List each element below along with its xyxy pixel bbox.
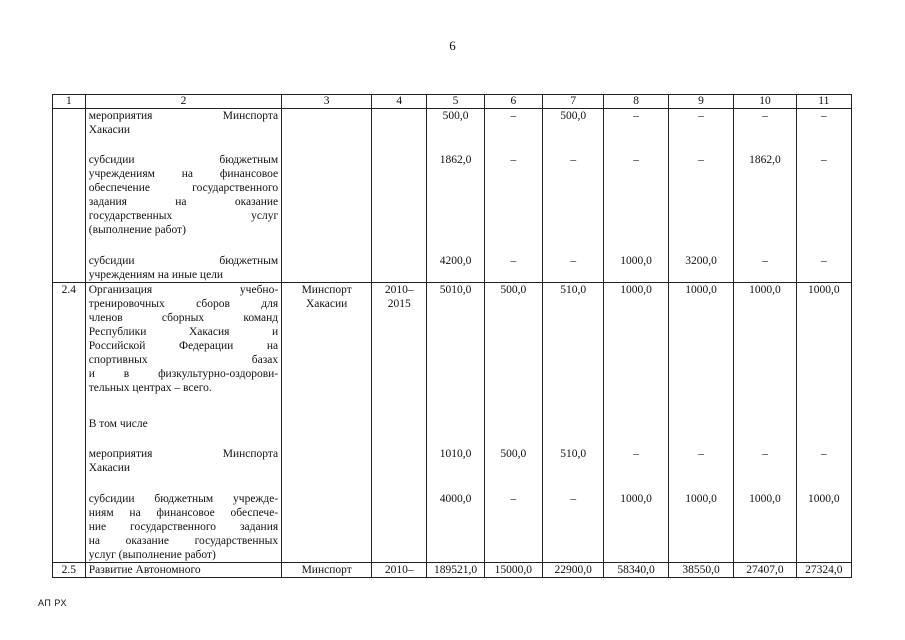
- column-header: 10: [734, 95, 796, 109]
- value-cell: –: [604, 109, 668, 153]
- description-line: ние государственного задания: [88, 520, 279, 533]
- row-organization: [282, 562, 372, 577]
- value-cell: –: [543, 254, 604, 283]
- row-period: [372, 562, 427, 577]
- value-cell: 58340,0: [604, 562, 668, 577]
- value-cell: –: [734, 254, 796, 283]
- period-line: 2010–: [384, 284, 414, 296]
- row-description: [85, 109, 281, 153]
- value-cell: –: [796, 447, 851, 492]
- description-line: спортивных базах: [88, 354, 279, 366]
- column-header: 2: [85, 95, 281, 109]
- value-cell: 189521,0: [427, 562, 484, 577]
- description-line: Развитие Автономного: [88, 563, 201, 576]
- value-cell: –: [484, 153, 542, 254]
- row-period: [372, 283, 427, 417]
- description-line: тельных центрах – всего.: [88, 382, 212, 394]
- value-cell: 27407,0: [734, 562, 796, 577]
- description-line: мероприятия Минспорта: [88, 447, 279, 460]
- column-header: 8: [604, 95, 668, 109]
- value-cell: –: [484, 492, 542, 563]
- description-line: на оказание государственных: [88, 534, 279, 547]
- description-line: обеспечение государственного: [88, 181, 279, 194]
- row-organization: [282, 109, 372, 153]
- value-cell: –: [734, 447, 796, 492]
- archive-stamp: АП РХ: [38, 598, 67, 608]
- value-cell: –: [734, 109, 796, 153]
- value-cell: 1000,0: [796, 492, 851, 563]
- row-description: [85, 283, 281, 417]
- value-cell: 15000,0: [484, 562, 542, 577]
- row-organization: [282, 254, 372, 283]
- value-cell: 4200,0: [427, 254, 484, 283]
- row-number: [53, 492, 86, 563]
- value-cell: [604, 417, 668, 447]
- organization-line: Минспорт: [301, 284, 352, 296]
- table-body: [53, 109, 852, 578]
- value-cell: 1000,0: [604, 283, 668, 417]
- description-line: Хакасии: [88, 124, 131, 136]
- row-number: [53, 417, 86, 447]
- value-cell: –: [796, 109, 851, 153]
- description-line: задания на оказание: [88, 195, 279, 208]
- value-cell: –: [543, 492, 604, 563]
- row-period: [372, 447, 427, 492]
- value-cell: 27324,0: [796, 562, 851, 577]
- description-line: мероприятия Минспорта: [88, 110, 279, 122]
- value-cell: 1010,0: [427, 447, 484, 492]
- row-description: [85, 254, 281, 283]
- organization-line: Хакасии: [305, 298, 348, 310]
- value-cell: 4000,0: [427, 492, 484, 563]
- column-header: 11: [796, 95, 851, 109]
- value-cell: –: [668, 109, 733, 153]
- row-period: [372, 417, 427, 447]
- column-header: 6: [484, 95, 542, 109]
- value-cell: 1000,0: [796, 283, 851, 417]
- row-number: [53, 153, 86, 254]
- value-cell: –: [543, 153, 604, 254]
- row-organization: [282, 492, 372, 563]
- value-cell: 500,0: [484, 447, 542, 492]
- value-cell: 500,0: [427, 109, 484, 153]
- row-period: [372, 153, 427, 254]
- description-line: Организация учебно-: [88, 284, 279, 296]
- value-cell: 38550,0: [668, 562, 733, 577]
- table-row: [53, 417, 852, 447]
- row-description: [85, 153, 281, 254]
- table-row: [53, 562, 852, 577]
- row-organization: [282, 283, 372, 417]
- period-line: 2015: [387, 298, 411, 310]
- value-cell: 500,0: [543, 109, 604, 153]
- table-row: [53, 153, 852, 254]
- row-period: [372, 254, 427, 283]
- column-header: 4: [372, 95, 427, 109]
- description-line: Хакасии: [88, 461, 131, 474]
- table-row: [53, 109, 852, 153]
- column-header: 7: [543, 95, 604, 109]
- value-cell: –: [484, 109, 542, 153]
- value-cell: –: [796, 254, 851, 283]
- table-row: [53, 492, 852, 563]
- row-number: [53, 254, 86, 283]
- description-line: (выполнение работ): [88, 223, 186, 236]
- value-cell: 1000,0: [604, 492, 668, 563]
- description-line: учреждениям на иные цели: [88, 268, 224, 281]
- row-period: [372, 109, 427, 153]
- value-cell: –: [796, 153, 851, 254]
- value-cell: 500,0: [484, 283, 542, 417]
- table-row: [53, 447, 852, 492]
- value-cell: [543, 417, 604, 447]
- column-header: 9: [668, 95, 733, 109]
- value-cell: [668, 417, 733, 447]
- header-row: [53, 95, 852, 109]
- description-line: тренировочных сборов для: [88, 298, 279, 310]
- description-line: субсидии бюджетным учрежде-: [88, 492, 279, 505]
- value-cell: 1862,0: [734, 153, 796, 254]
- description-line: Российской Федерации на: [88, 340, 279, 352]
- period-line: 2010–: [384, 563, 414, 576]
- description-line: членов сборных команд: [88, 312, 279, 324]
- value-cell: –: [668, 447, 733, 492]
- value-cell: 1000,0: [734, 283, 796, 417]
- row-organization: [282, 417, 372, 447]
- value-cell: [427, 417, 484, 447]
- row-description: [85, 562, 281, 577]
- row-number: [53, 109, 86, 153]
- value-cell: [484, 417, 542, 447]
- description-line: и в физкультурно-оздорови-: [88, 368, 279, 380]
- description-line: услуг (выполнение работ): [88, 548, 216, 561]
- description-line: учреждениям на финансовое: [88, 167, 279, 180]
- row-description: [85, 447, 281, 492]
- description-line: ниям на финансовое обеспече-: [88, 506, 279, 519]
- description-line: субсидии бюджетным: [88, 254, 279, 267]
- column-header: 3: [282, 95, 372, 109]
- value-cell: 1000,0: [604, 254, 668, 283]
- value-cell: 22900,0: [543, 562, 604, 577]
- organization-line: Минспорт: [301, 563, 352, 576]
- value-cell: [796, 417, 851, 447]
- row-organization: [282, 153, 372, 254]
- description-line: субсидии бюджетным: [88, 153, 279, 166]
- budget-table: [52, 94, 852, 578]
- value-cell: 1000,0: [734, 492, 796, 563]
- value-cell: –: [484, 254, 542, 283]
- table-row: [53, 254, 852, 283]
- description-line: государственных услуг: [88, 209, 279, 222]
- value-cell: 1000,0: [668, 283, 733, 417]
- value-cell: 5010,0: [427, 283, 484, 417]
- value-cell: 3200,0: [668, 254, 733, 283]
- row-number: 2.5: [53, 562, 86, 577]
- value-cell: [734, 417, 796, 447]
- row-description: [85, 492, 281, 563]
- row-period: [372, 492, 427, 563]
- row-organization: [282, 447, 372, 492]
- column-header: 5: [427, 95, 484, 109]
- column-header: 1: [53, 95, 86, 109]
- value-cell: 1000,0: [668, 492, 733, 563]
- row-number: [53, 447, 86, 492]
- value-cell: –: [604, 153, 668, 254]
- description-line: Республики Хакасия и: [88, 326, 279, 338]
- page-number: 6: [449, 38, 456, 53]
- value-cell: 510,0: [543, 283, 604, 417]
- row-description: [85, 417, 281, 447]
- description-line: В том числе: [88, 417, 148, 430]
- value-cell: –: [604, 447, 668, 492]
- table-row: [53, 283, 852, 417]
- value-cell: –: [668, 153, 733, 254]
- row-number: 2.4: [53, 283, 86, 417]
- value-cell: 510,0: [543, 447, 604, 492]
- value-cell: 1862,0: [427, 153, 484, 254]
